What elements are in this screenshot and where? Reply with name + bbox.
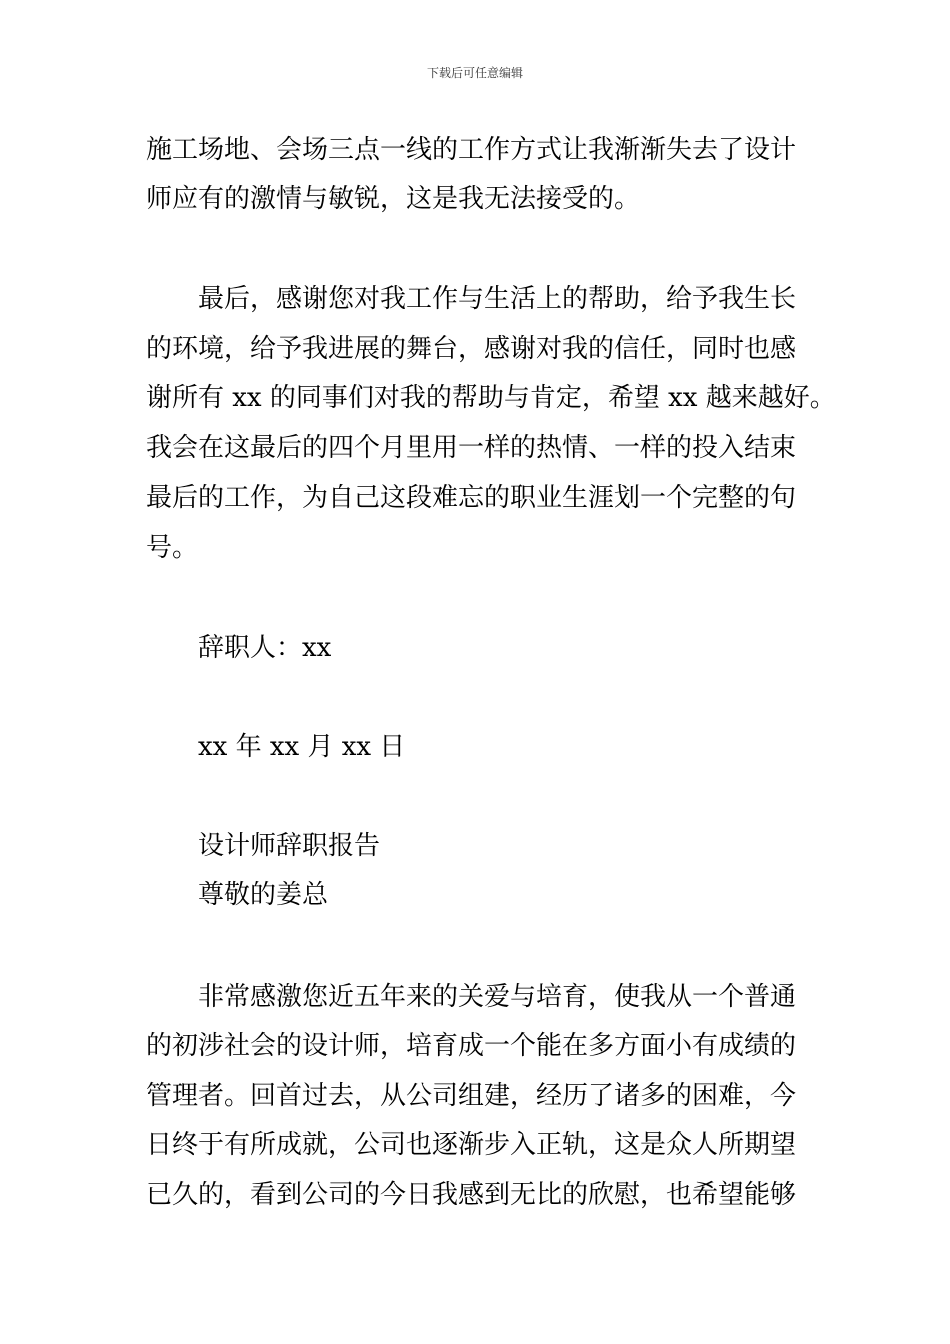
paragraph-line: 已久的，看到公司的今日我感到无比的欣慰，也希望能够 [146, 1180, 797, 1210]
paragraph-line: 师应有的激情与敏锐，这是我无法接受的。 [146, 184, 641, 214]
salutation: 尊敬的姜总 [198, 880, 329, 910]
paragraph-line: 号。 [146, 533, 199, 563]
paragraph-line: 日终于有所成就，公司也逐渐步入正轨，这是众人所期望 [146, 1130, 797, 1160]
paragraph-line: 管理者。回首过去，从公司组建，经历了诸多的困难，今 [146, 1081, 797, 1111]
paragraph-line: 我会在这最后的四个月里用一样的热情、一样的投入结束 [146, 433, 797, 463]
date: xx 年 xx 月 xx 日 [198, 732, 406, 762]
paragraph-line: 最后的工作，为自己这段难忘的职业生涯划一个完整的句 [146, 483, 797, 513]
paragraph-line: 的初涉社会的设计师，培育成一个能在多方面小有成绩的 [146, 1031, 797, 1061]
paragraph-line: 谢所有 xx 的同事们对我的帮助与肯定，希望 xx 越来越好。 [146, 383, 836, 413]
document-title: 设计师辞职报告 [198, 831, 381, 861]
page-header: 下载后可任意编辑 [426, 66, 523, 80]
paragraph-line: 非常感激您近五年来的关爱与培育，使我从一个普通 [198, 982, 797, 1012]
paragraph-line: 最后，感谢您对我工作与生活上的帮助，给予我生长 [198, 284, 797, 314]
paragraph-line: 施工场地、会场三点一线的工作方式让我渐渐失去了设计 [146, 135, 797, 165]
paragraph-line: 的环境，给予我进展的舞台，感谢对我的信任，同时也感 [146, 334, 797, 364]
signature: 辞职人：xx [198, 633, 332, 663]
